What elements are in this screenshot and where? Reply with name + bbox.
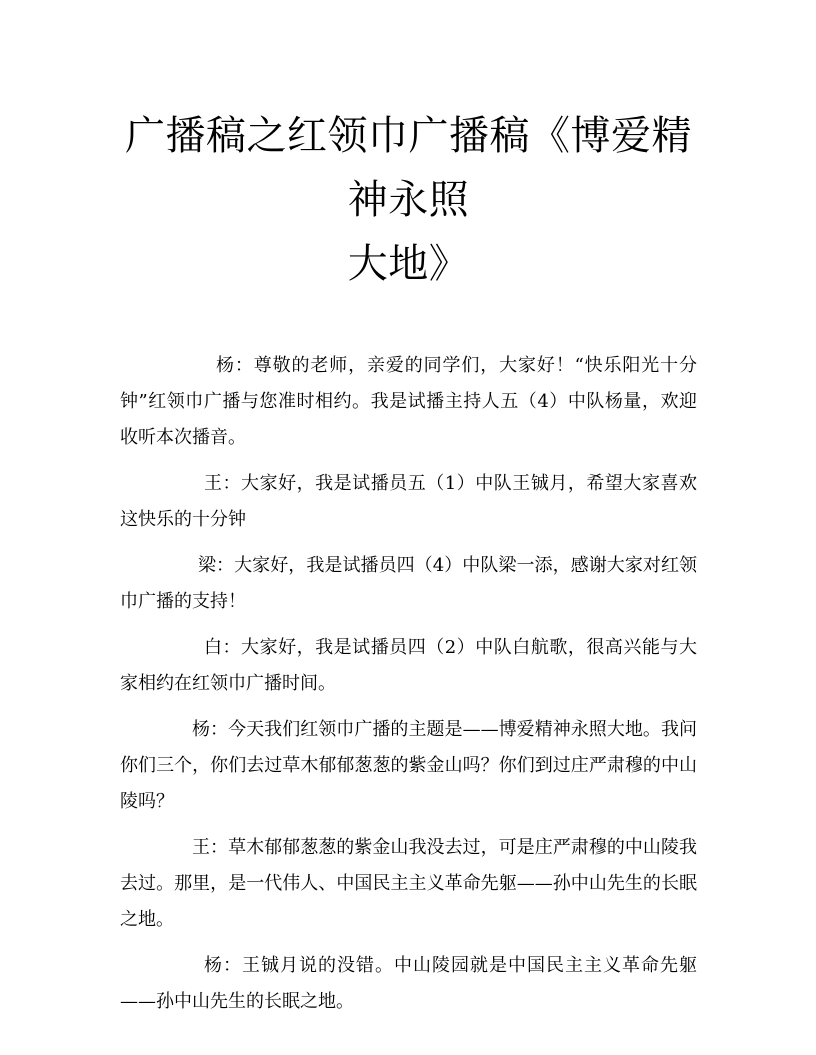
paragraph: 杨：今天我们红领巾广播的主题是——博爱精神永照大地。我问你们三个，你们去过草木郁郁葱葱的紫金山吗？你们到过庄严肃穆的中山陵吗？ xyxy=(120,719,697,812)
title-line-2: 大地》 xyxy=(347,241,470,287)
paragraph: 王：草木郁郁葱葱的紫金山我没去过，可是庄严肃穆的中山陵我去过。那里，是一代伟人、中国民主主义革命先躯——孙中山先生的长眠之地。 xyxy=(120,837,697,930)
paragraph: 王：大家好，我是试播员五（1）中队王铖月，希望大家喜欢这快乐的十分钟 xyxy=(120,473,697,530)
paragraph: 杨：王铖月说的没错。中山陵园就是中国民主主义革命先躯——孙中山先生的长眠之地。 xyxy=(120,955,697,1012)
title-line-1: 广播稿之红领巾广播稿《博爱精神永照 xyxy=(125,113,692,223)
paragraph: 梁：大家好，我是试播员四（4）中队梁一添，感谢大家对红领巾广播的支持！ xyxy=(120,555,697,612)
paragraph: 白：大家好，我是试播员四（2）中队白航歌，很高兴能与大家相约在红领巾广播时间。 xyxy=(120,637,697,694)
document-body xyxy=(120,348,697,1020)
paragraph: 杨：尊敬的老师，亲爱的同学们，大家好！“快乐阳光十分钟”红领巾广播与您准时相约。我是试播主持人五（4）中队杨量，欢迎收听本次播音。 xyxy=(120,355,697,448)
document-title xyxy=(120,0,697,296)
